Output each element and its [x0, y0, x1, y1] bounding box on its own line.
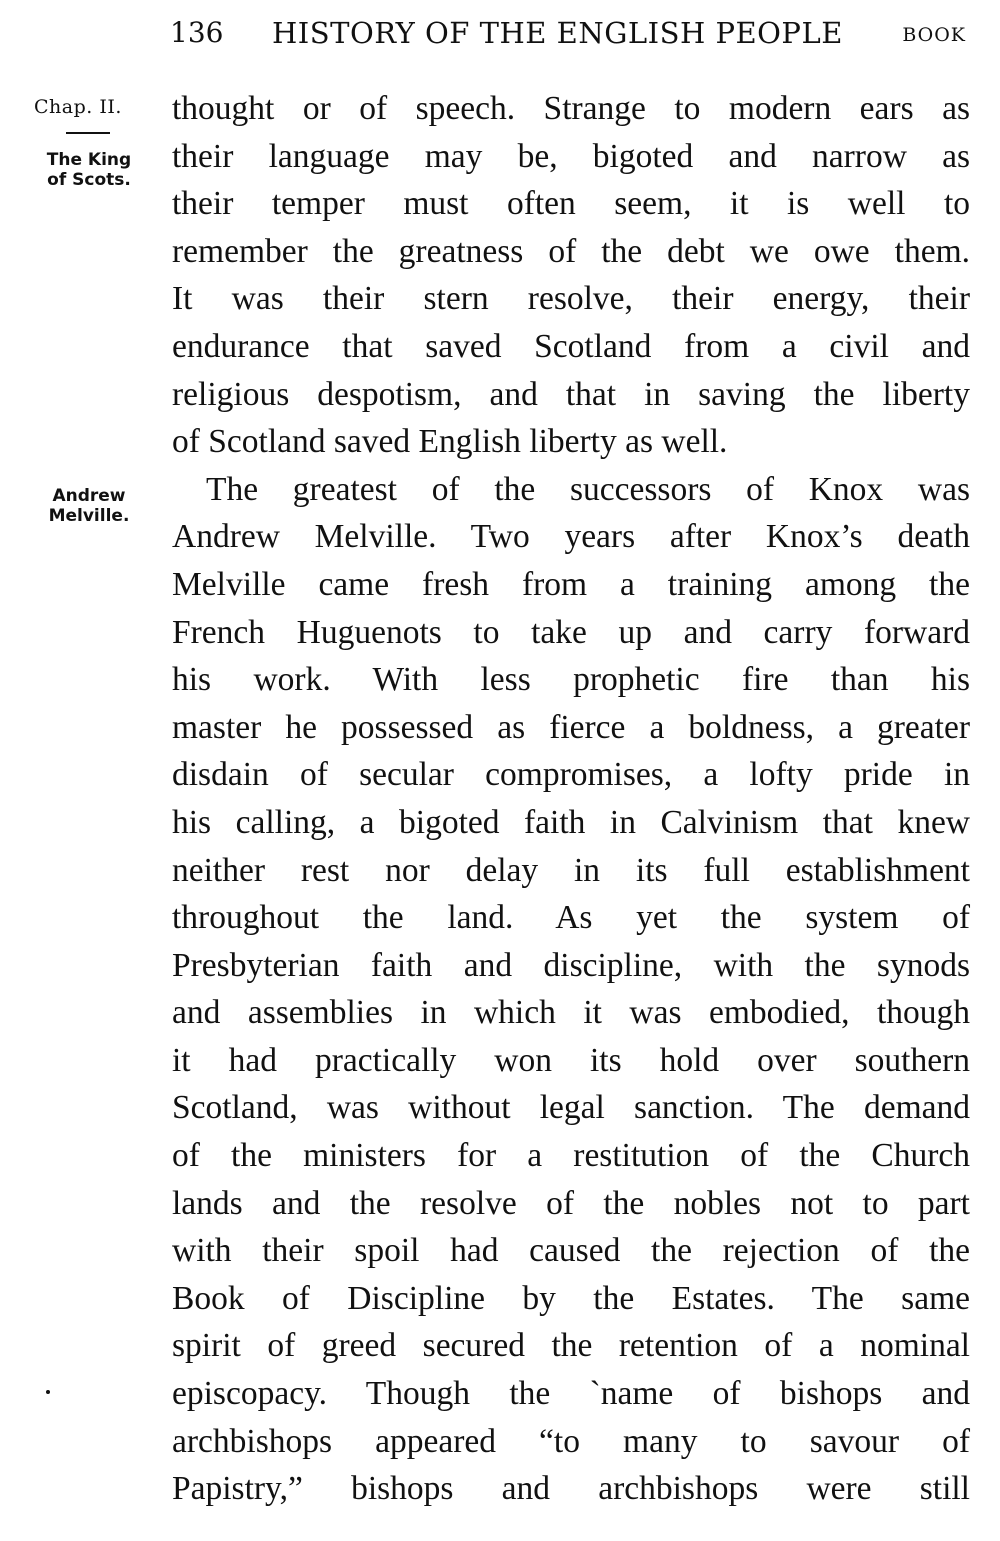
margin-note-line: The King [46, 150, 132, 170]
text-line: episcopacy. Though the `name of bishops and [172, 1375, 970, 1413]
paragraph [172, 85, 970, 466]
text-line: Book of Discipline by the Estates. The same [172, 1279, 970, 1317]
text-line: their language may be, bigoted and narrow as [172, 137, 970, 175]
text-line: archbishops appeared “to many to savour of [172, 1422, 970, 1460]
margin-note-king-of-scots [30, 150, 148, 190]
text-line: thought or of speech. Strange to modern ears as [172, 90, 970, 127]
text-line: his work. With less prophetic fire than his [172, 661, 970, 699]
ink-speck [46, 1390, 50, 1394]
book-label: BOOK [902, 24, 966, 46]
text-line: their temper must often seem, it is well to [172, 185, 970, 223]
text-line: Scotland, was without legal sanction. The demand [172, 1089, 970, 1127]
chapter-divider [66, 132, 110, 134]
text-line: It was their stern resolve, their energy, their [172, 280, 970, 318]
margin-note-line: Andrew [52, 486, 126, 506]
text-line: of the ministers for a restitution of the Church [172, 1137, 970, 1175]
page-number: 136 [170, 16, 224, 49]
text-line: it had practically won its hold over southern [172, 1041, 970, 1079]
text-line: The greatest of the successors of Knox was [206, 470, 970, 508]
chapter-marker: Chap. II. [34, 96, 122, 118]
body-text [172, 85, 970, 1513]
text-line: with their spoil had caused the rejection of the [172, 1232, 970, 1270]
text-line: neither rest nor delay in its full establishment [172, 851, 970, 889]
text-line: Presbyterian faith and discipline, with the synods [172, 946, 970, 984]
paragraph [172, 466, 970, 1513]
text-line: throughout the land. As yet the system of [172, 899, 970, 937]
margin-note-line: of Scots. [47, 170, 131, 190]
text-line: religious despotism, and that in saving the liberty [172, 375, 970, 413]
text-line: Melville came fresh from a training among the [172, 565, 970, 603]
text-line: spirit of greed secured the retention of a nominal [172, 1327, 970, 1365]
text-line: French Huguenots to take up and carry forward [172, 613, 970, 651]
text-line: Papistry,” bishops and archbishops were still [172, 1470, 970, 1508]
margin-note-line: Melville. [48, 506, 130, 526]
text-line: of Scotland saved English liberty as well. [172, 423, 728, 461]
text-line: remember the greatness of the debt we owe them. [172, 232, 970, 270]
text-line: lands and the resolve of the nobles not to part [172, 1184, 970, 1222]
text-line: disdain of secular compromises, a lofty pride in [172, 756, 970, 794]
text-line: Andrew Melville. Two years after Knox’s death [172, 518, 970, 556]
running-title: HISTORY OF THE ENGLISH PEOPLE [272, 16, 843, 50]
margin-note-andrew-melville [30, 486, 148, 526]
text-line: endurance that saved Scotland from a civil and [172, 327, 970, 365]
text-line: his calling, a bigoted faith in Calvinism that knew [172, 803, 970, 841]
running-header [170, 14, 970, 54]
text-line: master he possessed as fierce a boldness, a greater [172, 708, 970, 746]
text-line: and assemblies in which it was embodied, though [172, 994, 970, 1032]
